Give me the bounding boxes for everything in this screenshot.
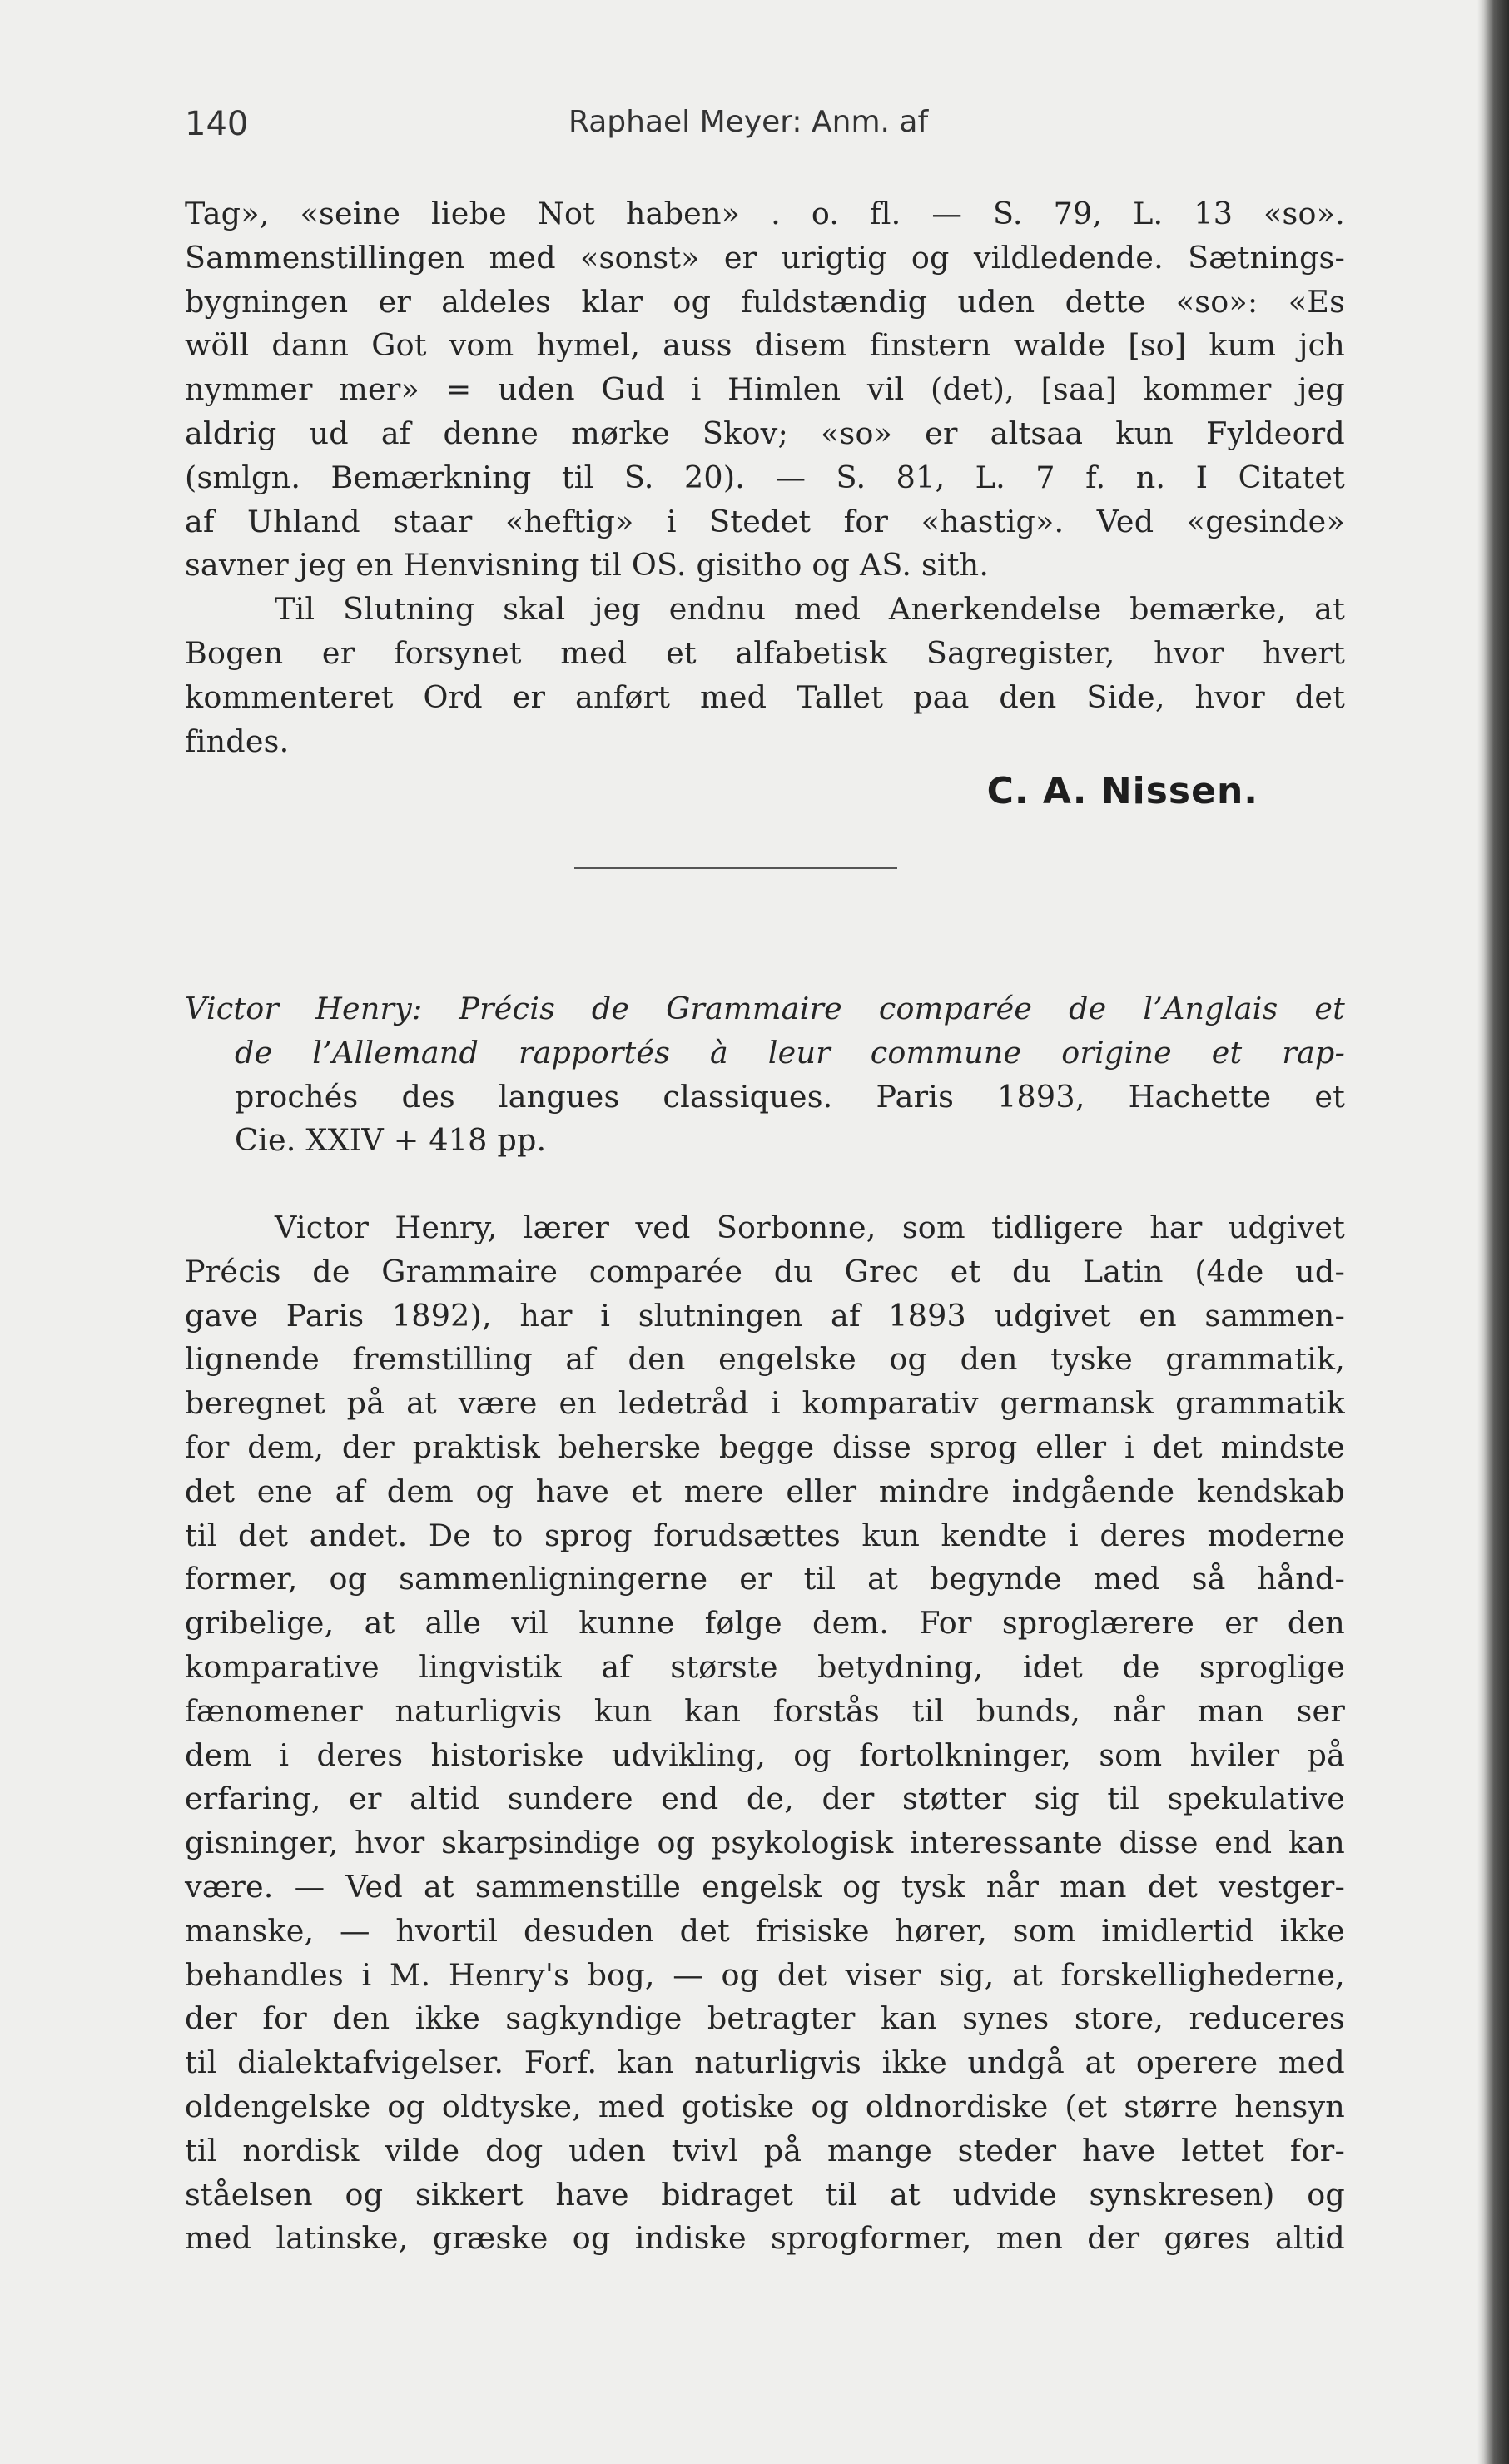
page-header xyxy=(185,105,1350,155)
paragraph-first-line: Victor Henry, lærer ved Sorbonne, som tidligere har udgivet xyxy=(275,1210,1345,1245)
text-line: kommenteret Ord er anført med Tallet paa den Side, hvor det xyxy=(185,678,1345,715)
text-line: det ene af dem og have et mere eller mindre indgående kendskab xyxy=(185,1473,1345,1509)
text-line: med latinske, græske og indiske sprogformer, men der gøres altid xyxy=(185,2220,1345,2257)
text-line: Précis de Grammaire comparée du Grec et du Latin (4de ud- xyxy=(185,1253,1345,1289)
text-line: bygningen er aldeles klar og fuldstændig uden dette «so»: «Es xyxy=(185,283,1345,320)
text-line: Sammenstillingen med «sonst» er urigtig og vildledende. Sætnings- xyxy=(185,239,1345,276)
text-line: for dem, der praktisk beherske begge disse sprog eller i det mindste xyxy=(185,1428,1345,1465)
text-line: til det andet. De to sprog forudsættes kun kendte i deres moderne xyxy=(185,1517,1345,1553)
text-line: gisninger, hvor skarpsindige og psykologisk interessante disse end kan xyxy=(185,1825,1345,1861)
text-line: oldengelske og oldtyske, med gotiske og oldnordiske (et større hensyn xyxy=(185,2088,1345,2124)
citation-line: prochés des langues classiques. Paris 1893, Hachette et xyxy=(235,1078,1345,1115)
text-line: Tag», «seine liebe Not haben» . o. fl. — S. 79, L. 13 «so». xyxy=(185,196,1345,231)
text-line: af Uhland staar «heftig» i Stedet for «hastig». Ved «gesinde» xyxy=(185,503,1345,539)
text-line: wöll dann Got vom hymel, auss disem finstern walde [so] kum jch xyxy=(185,327,1345,364)
text-line: til dialektafvigelser. Forf. kan naturligvis ikke undgå at operere med xyxy=(185,2044,1345,2081)
text-line: til nordisk vilde dog uden tvivl på mange steder have lettet for- xyxy=(185,2132,1345,2168)
review-2-citation xyxy=(185,987,1345,1163)
text-line: savner jeg en Henvisning til OS. gisitho og AS. sith. xyxy=(185,547,990,584)
text-line: fænomener naturligvis kun kan forstås til bunds, når man ser xyxy=(185,1692,1345,1729)
signature-row xyxy=(185,767,1345,817)
text-line: (smlgn. Bemærkning til S. 20). — S. 81, L. 7 f. n. I Citatet xyxy=(185,459,1345,495)
text-line: der for den ikke sagkyndige betragter kan synes store, reduceres xyxy=(185,2000,1345,2037)
review-2-body xyxy=(185,1206,1345,2261)
text-line: findes. xyxy=(185,723,290,759)
page-edge-shadow xyxy=(1484,0,1509,2464)
text-line: gribelige, at alle vil kunne følge dem. For sproglærere er den xyxy=(185,1605,1345,1642)
running-head: Raphael Meyer: Anm. af xyxy=(568,105,929,139)
citation-line: de l’Allemand rapportés à leur commune origine et rap- xyxy=(235,1034,1345,1071)
review-1-text xyxy=(185,192,1345,817)
text-line: gave Paris 1892), har i slutningen af 1893 udgivet en sammen- xyxy=(185,1297,1345,1334)
citation-line: Cie. XXIV + 418 pp. xyxy=(235,1122,547,1159)
section-divider xyxy=(574,867,897,869)
text-line: være. — Ved at sammenstille engelsk og tysk når man det vestger- xyxy=(185,1868,1345,1905)
text-line: former, og sammenligningerne er til at begynde med så hånd- xyxy=(185,1561,1345,1597)
text-line: dem i deres historiske udvikling, og fortolkninger, som hviler på xyxy=(185,1736,1345,1773)
text-line: komparative lingvistik af største betydning, idet de sproglige xyxy=(185,1648,1345,1685)
text-line: beregnet på at være en ledetråd i komparativ germansk grammatik xyxy=(185,1385,1345,1422)
text-line: Bogen er forsynet med et alfabetisk Sagregister, hvor hvert xyxy=(185,634,1345,671)
text-line: nymmer mer» = uden Gud i Himlen vil (det), [saa] kommer jeg xyxy=(185,371,1345,408)
text-line: ståelsen og sikkert have bidraget til at udvide synskresen) og xyxy=(185,2176,1345,2213)
text-line: behandles i M. Henry's bog, — og det viser sig, at forskellighederne, xyxy=(185,1956,1345,1993)
text-line: manske, — hvortil desuden det frisiske hører, som imidlertid ikke xyxy=(185,1912,1345,1949)
paragraph-first-line: Til Slutning skal jeg endnu med Anerkendelse bemærke, at xyxy=(275,591,1345,628)
text-line: lignende fremstilling af den engelske og den tyske grammatik, xyxy=(185,1341,1345,1378)
text-line: aldrig ud af denne mørke Skov; «so» er altsaa kun Fyldeord xyxy=(185,415,1345,451)
text-line: erfaring, er altid sundere end de, der støtter sig til spekulative xyxy=(185,1781,1345,1817)
reviewer-signature: C. A. Nissen. xyxy=(986,770,1258,813)
citation-line: Victor Henry: Précis de Grammaire comparée de l’Anglais et xyxy=(185,991,1345,1026)
page-number: 140 xyxy=(185,105,249,143)
